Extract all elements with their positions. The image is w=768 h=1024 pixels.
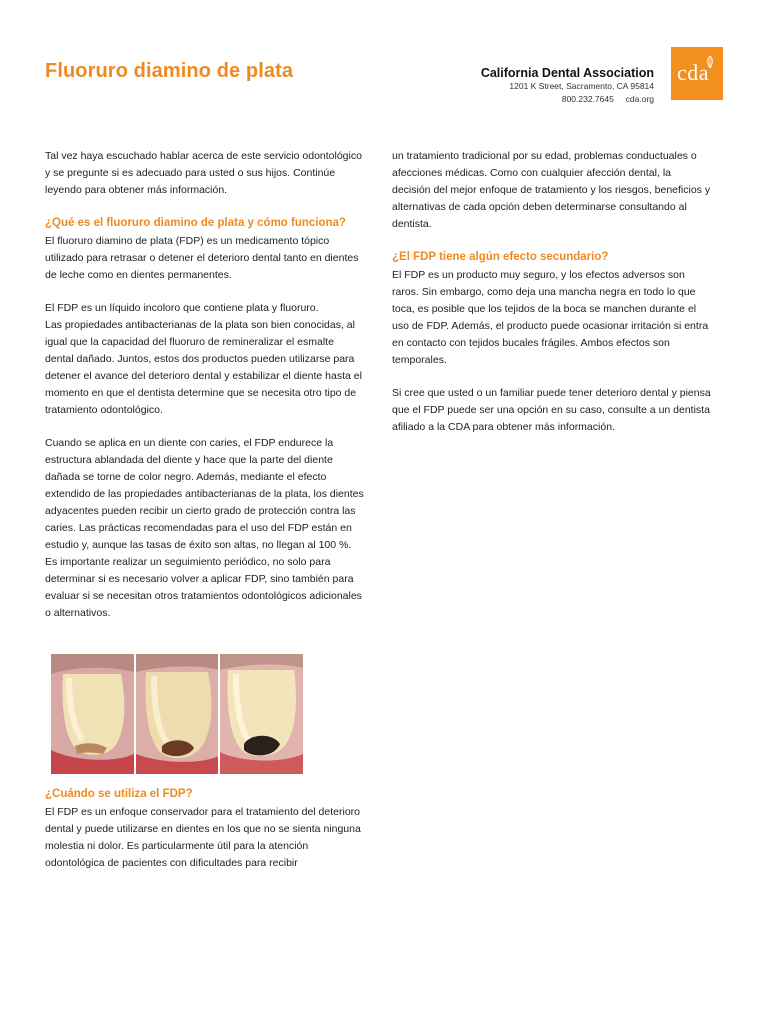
tooth-photo-before (51, 654, 134, 774)
heading-when-used: ¿Cuándo se utiliza el FDP? (45, 788, 193, 800)
cda-logo (671, 47, 723, 100)
page-title: Fluoruro diamino de plata (45, 60, 294, 82)
intro-paragraph: Tal vez haya escuchado hablar acerca de este servicio odontológico y se pregunte si es adecuado para usted o sus hijos. Continúe leyendo para obtener más información. (45, 150, 362, 196)
organization-address: 1201 K Street, Sacramento, CA 95814 (509, 81, 654, 91)
teeth-photo (51, 654, 303, 774)
paragraph-definition: El fluoruro diamino de plata (FDP) es un medicamento tópico utilizado para retrasar o detener el deterioro dental tanto en dientes de leche como en dientes permanentes. (45, 235, 359, 281)
paragraph-application: Cuando se aplica en un diente con caries, el FDP endurece la estructura ablandada del diente y hace que la parte del diente dañada se torne de color negro. Además, mediante el efecto extendido de las propiedades antibacterianas de la plata, los dientes adyacentes pueden recibir un cierto grado de protección contra las caries. Las prácticas recomendadas para el uso del FDP están en estudio y, aunque las tasas de éxito son altas, no llegan al 100 %. Es importante realizar un seguimiento periódico, no solo para determinar si es necesario volver a aplicar FDP, sino también para evaluar si se necesitan otros tratamientos odontológicos adicionales o alternativos. (45, 437, 364, 619)
right-column (392, 148, 712, 452)
tooth-photo-during (136, 654, 219, 774)
paragraph-properties: Las propiedades antibacterianas de la plata son bien conocidas, al igual que la capacidad del fluoruro de remineralizar el esmalte dental dañado. Juntos, estos dos productos pueden utilizarse para detener el avance del deterioro dental y estabilizar el diente hasta el momento en que el dentista determine que se necesita otro tipo de tratamiento odontológico. (45, 319, 362, 416)
left-column-bottom (45, 786, 365, 888)
paragraph-side-effects: El FDP es un producto muy seguro, y los efectos adversos son raros. Sin embargo, como deja una mancha negra en todo lo que toca, es posible que los tejidos de la boca se manchen durante el uso de FDP. Además, el producto puede ocasionar irritación si entra en contacto con tejidos bucales frágiles. Ambos efectos son temporales. (392, 269, 709, 366)
paragraph-consult: Si cree que usted o un familiar puede tener deterioro dental y piensa que el FDP puede ser una opción en su caso, consulte a un dentista afiliado a la CDA para obtener más información. (392, 387, 711, 433)
heading-what-is-fdp: ¿Qué es el fluoruro diamino de plata y cómo funciona? (45, 217, 346, 229)
heading-side-effects: ¿El FDP tiene algún efecto secundario? (392, 251, 609, 263)
paragraph-when-used: El FDP es un enfoque conservador para el tratamiento del deterioro dental y puede utilizarse en dientes en los que no se sienta ninguna molestia ni dolor. Es particularmente útil para la atención odontológica de pacientes con dificultades para recibir (45, 806, 361, 869)
left-column (45, 148, 365, 638)
leaf-icon (705, 56, 715, 68)
organization-block (481, 66, 654, 106)
logo-text: cda (677, 60, 710, 85)
organization-name: California Dental Association (480, 66, 654, 80)
organization-contact: 800.232.7645 cda.org (561, 94, 654, 104)
tooth-photo-after (220, 654, 303, 774)
paragraph-composition: El FDP es un líquido incoloro que contiene plata y fluoruro. (45, 302, 319, 314)
paragraph-continuation: un tratamiento tradicional por su edad, problemas conductuales o afecciones médicas. Como con cualquier afección dental, la decisión del mejor enfoque de tratamiento y los riesgos, beneficios y alternativas de cada opción deben determinarse consultando al dentista. (392, 150, 711, 230)
